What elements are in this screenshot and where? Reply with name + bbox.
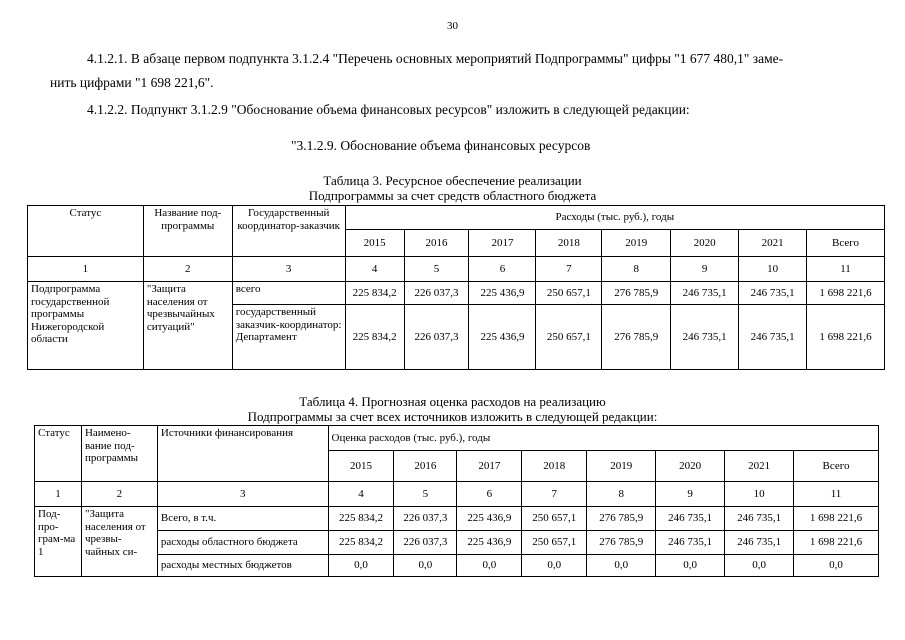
paragraph-4-1-2-1-line-1: 4.1.2.1. В абзаце первом подпункта 3.1.2.4 "Перечень основных мероприятий Подпрограммы" цифры "1 677 480,1" заме-	[87, 51, 784, 66]
t3-name-cell: "Защита населения от чрезвычайных ситуаций"	[143, 282, 232, 370]
t4-year: 2015	[328, 451, 394, 482]
t4-col-number: 7	[522, 482, 587, 507]
t3-col-number: 4	[345, 257, 404, 282]
table-3-caption-line-1: Таблица 3. Ресурсное обеспечение реализации	[323, 173, 582, 188]
t3-value: 246 735,1	[739, 282, 807, 305]
t3-value: 276 785,9	[602, 305, 671, 370]
t4-col-number: 3	[157, 482, 328, 507]
t3-header-coordinator: Государственный координатор-заказчик	[232, 206, 345, 257]
t4-header-sources: Источники финансирования	[157, 426, 328, 482]
t4-year: 2020	[656, 451, 725, 482]
t4-value: 0,0	[328, 555, 394, 577]
t4-col-number: 10	[725, 482, 794, 507]
t4-status-cell: Под-про-грам-ма 1	[35, 507, 82, 577]
t4-row-label: расходы областного бюджета	[157, 531, 328, 555]
t4-value: 276 785,9	[587, 507, 656, 531]
t4-value: 246 735,1	[656, 507, 725, 531]
t4-year: 2021	[725, 451, 794, 482]
t3-year-total: Всего	[807, 230, 885, 257]
t3-year: 2021	[739, 230, 807, 257]
section-heading: "3.1.2.9. Обоснование объема финансовых ресурсов	[291, 138, 591, 153]
t4-year: 2016	[394, 451, 457, 482]
t3-value: 246 735,1	[739, 305, 807, 370]
t4-value: 225 436,9	[457, 507, 522, 531]
t3-year: 2020	[671, 230, 739, 257]
t3-value: 246 735,1	[671, 305, 739, 370]
t4-value: 0,0	[794, 555, 879, 577]
t4-value: 0,0	[587, 555, 656, 577]
t3-col-number: 7	[536, 257, 602, 282]
table-3-caption-line-2: Подпрограммы за счет средств областного бюджета	[308, 188, 597, 203]
t3-value: 250 657,1	[536, 305, 602, 370]
t3-col-number: 10	[739, 257, 807, 282]
t3-row-label: всего	[232, 282, 345, 305]
t3-col-number: 3	[232, 257, 345, 282]
t4-value: 0,0	[522, 555, 587, 577]
t3-row-label: государственный заказчик-координатор: Департамент	[232, 305, 345, 370]
t4-col-number: 6	[457, 482, 522, 507]
t4-value: 225 834,2	[328, 531, 394, 555]
t4-value: 276 785,9	[587, 531, 656, 555]
t4-col-number: 8	[587, 482, 656, 507]
t3-year: 2016	[404, 230, 469, 257]
t4-value: 0,0	[725, 555, 794, 577]
t3-header-name: Название под-программы	[143, 206, 232, 257]
t3-value: 276 785,9	[602, 282, 671, 305]
t3-value: 225 436,9	[469, 282, 536, 305]
t4-col-number: 9	[656, 482, 725, 507]
t4-value: 225 436,9	[457, 531, 522, 555]
t4-header-status: Статус	[35, 426, 82, 482]
paragraph-4-1-2-1-line-2: нить цифрами "1 698 221,6".	[50, 75, 214, 90]
t3-value: 225 834,2	[345, 305, 404, 370]
t4-value: 246 735,1	[725, 531, 794, 555]
t3-value: 246 735,1	[671, 282, 739, 305]
t4-value: 246 735,1	[725, 507, 794, 531]
t3-value: 250 657,1	[536, 282, 602, 305]
t4-col-number: 2	[81, 482, 157, 507]
t4-value: 250 657,1	[522, 531, 587, 555]
paragraph-4-1-2-2: 4.1.2.2. Подпункт 3.1.2.9 "Обоснование объема финансовых ресурсов" изложить в следующей редакции:	[87, 102, 690, 117]
table-4-caption-line-1: Таблица 4. Прогнозная оценка расходов на реализацию	[299, 394, 606, 409]
t4-year: 2017	[457, 451, 522, 482]
t4-header-estimate: Оценка расходов (тыс. руб.), годы	[328, 426, 878, 451]
t4-year: 2018	[522, 451, 587, 482]
t4-value: 246 735,1	[656, 531, 725, 555]
t3-year: 2018	[536, 230, 602, 257]
t4-value: 0,0	[457, 555, 522, 577]
t4-col-number: 5	[394, 482, 457, 507]
t4-value: 1 698 221,6	[794, 507, 879, 531]
t4-col-number: 11	[794, 482, 879, 507]
t3-value: 225 436,9	[469, 305, 536, 370]
t3-col-number: 5	[404, 257, 469, 282]
t4-header-name: Наимено-вание под-программы	[81, 426, 157, 482]
t3-value: 225 834,2	[345, 282, 404, 305]
table-3	[27, 205, 885, 370]
table-4	[34, 425, 879, 577]
t4-value: 1 698 221,6	[794, 531, 879, 555]
t4-value: 0,0	[656, 555, 725, 577]
t3-header-expenses: Расходы (тыс. руб.), годы	[345, 206, 884, 230]
table-4-caption-line-2: Подпрограммы за счет всех источников изложить в следующей редакции:	[247, 409, 658, 424]
t3-header-status: Статус	[28, 206, 144, 257]
t4-value: 250 657,1	[522, 507, 587, 531]
t4-col-number: 4	[328, 482, 394, 507]
t3-col-number: 8	[602, 257, 671, 282]
t4-year: 2019	[587, 451, 656, 482]
t3-value: 1 698 221,6	[807, 282, 885, 305]
t3-value: 1 698 221,6	[807, 305, 885, 370]
t3-value: 226 037,3	[404, 282, 469, 305]
t4-row-label: Всего, в т.ч.	[157, 507, 328, 531]
t3-col-number: 6	[469, 257, 536, 282]
t4-value: 226 037,3	[394, 531, 457, 555]
t4-year-total: Всего	[794, 451, 879, 482]
t4-value: 226 037,3	[394, 507, 457, 531]
t4-value: 0,0	[394, 555, 457, 577]
t3-col-number: 9	[671, 257, 739, 282]
page-number: 30	[447, 20, 458, 32]
t3-year: 2015	[345, 230, 404, 257]
t4-value: 225 834,2	[328, 507, 394, 531]
t3-col-number: 1	[28, 257, 144, 282]
t3-value: 226 037,3	[404, 305, 469, 370]
t3-year: 2017	[469, 230, 536, 257]
t4-row-label: расходы местных бюджетов	[157, 555, 328, 577]
t3-status-cell: Подпрограмма государственной программы Нижегородской области	[28, 282, 144, 370]
t4-name-cell: "Защита населения от чрезвы-чайных си-	[81, 507, 157, 577]
t3-col-number: 2	[143, 257, 232, 282]
t3-year: 2019	[602, 230, 671, 257]
t3-col-number: 11	[807, 257, 885, 282]
t4-col-number: 1	[35, 482, 82, 507]
